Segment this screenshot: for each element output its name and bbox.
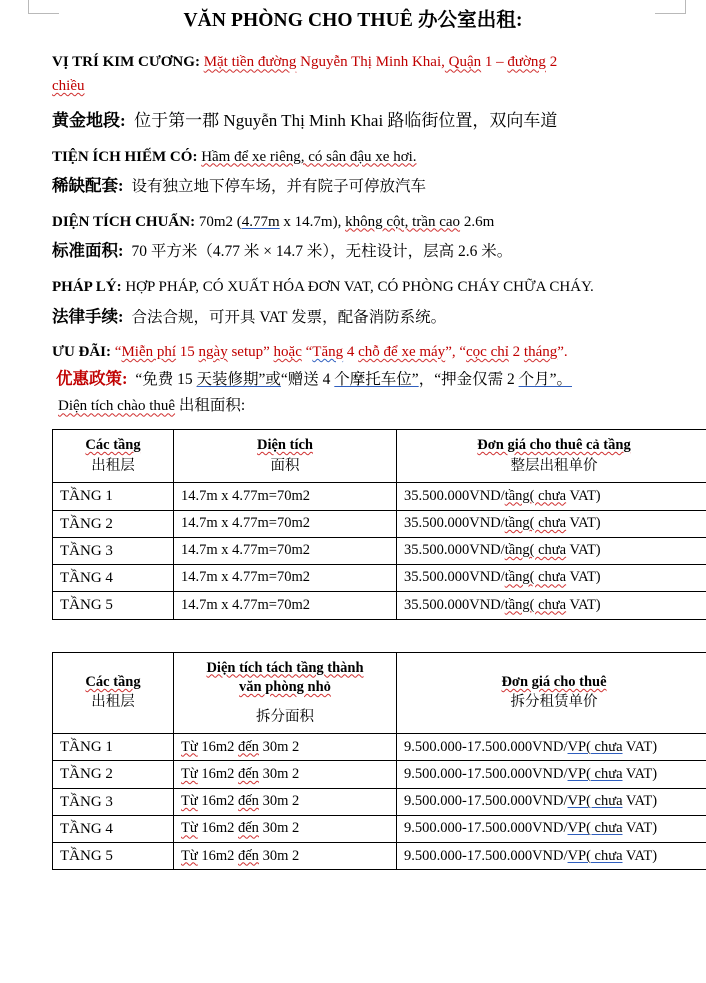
cell-area: 14.7m x 4.77m=70m2: [174, 537, 397, 564]
offer-area-vi: Diện tích chào thuê: [58, 398, 176, 415]
price-amount: 9.500.000-17.500.000VND/: [404, 738, 568, 755]
table-split-office-wrapper: [0, 652, 706, 871]
area-min: 16m2: [197, 793, 238, 810]
area-to: đến: [238, 793, 259, 810]
price-amount: 35.500.000VND/: [404, 542, 505, 559]
cell-floor: TẦNG 2: [53, 510, 174, 537]
paragraph-promo-vi: [0, 340, 706, 364]
header-area-vi: Diện tích: [257, 437, 313, 454]
label-area-vi: DIỆN TÍCH CHUẨN: [52, 213, 191, 230]
paragraph-area-cn: [0, 239, 706, 263]
location-value-part-a: Mặt tiền đường: [203, 54, 297, 71]
cell-area: [174, 734, 397, 761]
price-unit: tầng( chưa: [504, 596, 567, 613]
header-floors-vi: Các tầng: [85, 437, 141, 454]
cell-area: 14.7m x 4.77m=70m2: [174, 510, 397, 537]
promo-part-d: ngày: [198, 344, 228, 361]
cell-price: [397, 483, 706, 510]
location-value-part-d: 1 –: [481, 54, 508, 71]
promo-part-m: 2: [508, 344, 524, 361]
price-unit: VP( chưa: [567, 793, 623, 810]
table-full-floor: [52, 429, 706, 619]
page-title: [0, 9, 706, 33]
price-amount: 35.500.000VND/: [404, 487, 505, 504]
location-value-cn: 位于第一郡 Nguyễn Thị Minh Khai 路临街位置，双向车道: [134, 110, 558, 130]
price-unit: VP( chưa: [567, 820, 623, 837]
cell-price: [397, 734, 706, 761]
header-price-vi: Đơn giá cho thuê cả tầng: [477, 437, 631, 454]
label-location-cn: 黄金地段:: [52, 110, 126, 130]
price-vat: VAT): [566, 514, 601, 531]
label-legal-vi: PHÁP LÝ: [52, 278, 117, 295]
cell-price: [397, 815, 706, 842]
header-floors-cn: 出租层: [91, 694, 135, 711]
header-cell-price: [397, 652, 706, 734]
header-price-cn: 整层出租单价: [510, 457, 598, 474]
price-unit: tầng( chưa: [504, 569, 567, 586]
header-cell-split-area: [174, 652, 397, 734]
promo-part-n: tháng: [523, 344, 558, 361]
header-floors-vi: Các tầng: [85, 673, 141, 690]
cell-area: 14.7m x 4.77m=70m2: [174, 483, 397, 510]
promo-cn-part-f: “押金仅需 2: [434, 370, 519, 388]
price-amount: 35.500.000VND/: [404, 514, 505, 531]
area-value-cn: 70 平方米（4.77 米 × 14.7 米），无柱设计，层高 2.6 米。: [131, 243, 513, 261]
area-min: 16m2: [197, 847, 238, 864]
promo-cn-part-g: 个月”。: [518, 370, 572, 388]
price-amount: 9.500.000-17.500.000VND/: [404, 820, 568, 837]
promo-cn-part-b: 天装修期”或: [196, 370, 281, 388]
promo-part-i: 4: [343, 344, 359, 361]
area-to: đến: [238, 738, 259, 755]
paragraph-legal-vi: PHÁP LÝ: HỢP PHÁP, CÓ XUẤT HÓA ĐƠN VAT, CÓ PHÒNG CHÁY CHỮA CHÁY.: [52, 278, 594, 295]
header-floors-cn: 出租层: [91, 457, 135, 474]
area-value-part-b: 4.77m: [241, 213, 280, 230]
header-split-area-vi-line2: văn phòng nhỏ: [239, 679, 331, 696]
header-area-cn: 面积: [270, 457, 300, 474]
paragraph-location-vi: [0, 50, 706, 98]
location-value-part-f: 2: [545, 54, 558, 71]
price-vat: VAT): [622, 765, 658, 782]
table-row: [53, 483, 706, 510]
table-header-row: [53, 430, 706, 483]
price-unit: tầng( chưa: [504, 514, 567, 531]
cell-price: [397, 537, 706, 564]
location-value-part-g: chiều: [52, 78, 85, 95]
cell-area: [174, 788, 397, 815]
header-price-vi: Đơn giá cho thuê: [501, 673, 607, 690]
header-split-area-vi-line1: Diện tích tách tầng thành: [206, 659, 364, 676]
cell-floor: TẦNG 4: [53, 565, 174, 592]
area-from: Từ: [181, 820, 198, 837]
area-value-part-a: 70m2 (: [198, 213, 242, 230]
area-from: Từ: [181, 738, 198, 755]
header-cell-floors: [53, 652, 174, 734]
cell-floor: TẦNG 5: [53, 592, 174, 619]
label-location-vi: VỊ TRÍ KIM CƯƠNG: [52, 54, 195, 71]
price-amount: 9.500.000-17.500.000VND/: [404, 793, 568, 810]
cell-floor: TẦNG 5: [53, 843, 174, 870]
title-chinese: 办公室出租:: [417, 10, 523, 31]
header-cell-area: [174, 430, 397, 483]
table-row: [53, 510, 706, 537]
price-amount: 9.500.000-17.500.000VND/: [404, 765, 568, 782]
promo-part-b: Miễn phí: [121, 344, 177, 361]
cell-price: [397, 565, 706, 592]
label-amenity-vi: TIỆN ÍCH HIẾM CÓ: [52, 148, 193, 165]
area-min: 16m2: [197, 738, 238, 755]
cell-floor: TẦNG 1: [53, 483, 174, 510]
cell-price: [397, 843, 706, 870]
label-legal-cn: 法律手续:: [52, 306, 124, 326]
header-cell-price: [397, 430, 706, 483]
location-value-part-c: Quận: [444, 54, 482, 71]
cell-area: 14.7m x 4.77m=70m2: [174, 592, 397, 619]
area-max: 30m 2: [258, 738, 300, 755]
price-amount: 9.500.000-17.500.000VND/: [404, 847, 568, 864]
label-promo-cn: 优惠政策:: [56, 368, 128, 388]
area-min: 16m2: [197, 820, 238, 837]
cell-area: [174, 761, 397, 788]
area-from: Từ: [181, 847, 198, 864]
table-row: [53, 592, 706, 619]
price-vat: VAT): [566, 569, 601, 586]
promo-part-o: ”.: [557, 344, 568, 361]
label-area-cn: 标准面积:: [52, 241, 124, 261]
amenity-value-cn: 设有独立地下停车场，并有院子可停放汽车: [131, 178, 427, 196]
price-vat: VAT): [566, 542, 601, 559]
paragraph-legal-cn: [0, 305, 706, 329]
promo-part-k: ”, “: [445, 344, 467, 361]
header-price-cn: 拆分租赁单价: [510, 694, 598, 711]
amenity-value-vi: Hầm để xe riêng, có sân đậu xe hơi.: [201, 148, 417, 165]
title-vietnamese: VĂN PHÒNG CHO THUÊ: [183, 10, 413, 31]
location-colon: :: [194, 54, 200, 71]
area-max: 30m 2: [258, 820, 300, 837]
price-unit: VP( chưa: [567, 765, 623, 782]
area-from: Từ: [181, 765, 198, 782]
cell-floor: TẦNG 4: [53, 815, 174, 842]
promo-part-j: chỗ để xe máy: [358, 344, 446, 361]
table-full-floor-wrapper: [0, 429, 706, 619]
header-split-area-cn: 拆分面积: [256, 708, 314, 725]
promo-cn-part-d: 个摩托车位”: [334, 370, 419, 388]
table-row: [53, 537, 706, 564]
area-value-part-d: không cột, trần cao: [345, 213, 461, 230]
price-unit: VP( chưa: [567, 738, 623, 755]
area-from: Từ: [181, 793, 198, 810]
cell-floor: TẦNG 3: [53, 788, 174, 815]
legal-value-vi: HỢP PHÁP, CÓ XUẤT HÓA ĐƠN VAT, CÓ PHÒNG CHÁY CHỮA CHÁY.: [125, 278, 594, 295]
area-max: 30m 2: [258, 793, 300, 810]
table-row: [53, 565, 706, 592]
cell-price: [397, 510, 706, 537]
paragraph-location-cn: [0, 109, 706, 134]
promo-part-e: setup”: [227, 344, 274, 361]
header-cell-floors: [53, 430, 174, 483]
promo-cn-part-e: ，: [418, 370, 435, 388]
area-to: đến: [238, 820, 259, 837]
cell-price: [397, 761, 706, 788]
area-value-part-e: 2.6m: [460, 213, 495, 230]
cell-floor: TẦNG 3: [53, 537, 174, 564]
price-unit: tầng( chưa: [504, 542, 567, 559]
promo-cn-part-c: “赠送 4: [280, 370, 335, 388]
location-value-part-e: đường: [507, 54, 546, 71]
label-promo-vi: ƯU ĐÃI:: [52, 344, 112, 361]
promo-part-a: “: [111, 344, 122, 361]
area-to: đến: [238, 847, 259, 864]
table-row: [53, 734, 706, 761]
promo-part-f: hoặc: [273, 344, 302, 361]
table-row: [53, 843, 706, 870]
promo-part-c: 15: [176, 344, 199, 361]
price-vat: VAT): [622, 738, 658, 755]
promo-cn-part-a: “免费 15: [131, 370, 197, 388]
label-amenity-cn: 稀缺配套:: [52, 176, 124, 196]
cell-floor: TẦNG 2: [53, 761, 174, 788]
cell-price: [397, 788, 706, 815]
price-unit: VP( chưa: [567, 847, 623, 864]
offer-area-cn: 出租面积:: [175, 397, 246, 415]
promo-part-g: “: [301, 344, 313, 361]
area-max: 30m 2: [258, 765, 300, 782]
table-row: [53, 761, 706, 788]
price-vat: VAT): [622, 820, 658, 837]
table-split-office: [52, 652, 706, 871]
price-amount: 35.500.000VND/: [404, 569, 505, 586]
promo-part-h: Tăng: [312, 344, 344, 361]
price-amount: 35.500.000VND/: [404, 596, 505, 613]
table-row: [53, 815, 706, 842]
paragraph-area-vi: DIỆN TÍCH CHUẨN: 70m2 (4.77m x 14.7m), không cột, trần cao 2.6m: [52, 213, 495, 230]
area-min: 16m2: [197, 765, 238, 782]
paragraph-amenity-vi: TIỆN ÍCH HIẾM CÓ: Hầm để xe riêng, có sân đậu xe hơi.: [52, 148, 417, 165]
table-header-row: [53, 652, 706, 734]
cell-area: [174, 843, 397, 870]
paragraph-promo-cn: [0, 367, 706, 391]
price-vat: VAT): [566, 596, 601, 613]
area-value-part-c: x 14.7m),: [279, 213, 346, 230]
area-max: 30m 2: [258, 847, 300, 864]
table-row: [53, 788, 706, 815]
location-value-part-b: Nguyễn Thị Minh Khai,: [296, 54, 445, 71]
cell-floor: TẦNG 1: [53, 734, 174, 761]
price-vat: VAT): [566, 487, 601, 504]
price-vat: VAT): [622, 847, 658, 864]
paragraph-offer-area: [0, 394, 706, 418]
promo-part-l: cọc chỉ: [466, 344, 509, 361]
price-vat: VAT): [622, 793, 658, 810]
cell-area: 14.7m x 4.77m=70m2: [174, 565, 397, 592]
cell-area: [174, 815, 397, 842]
legal-value-cn: 合法合规，可开具 VAT 发票，配备消防系统。: [131, 308, 447, 326]
paragraph-amenity-cn: [0, 174, 706, 198]
area-to: đến: [238, 765, 259, 782]
price-unit: tầng( chưa: [504, 487, 567, 504]
cell-price: [397, 592, 706, 619]
